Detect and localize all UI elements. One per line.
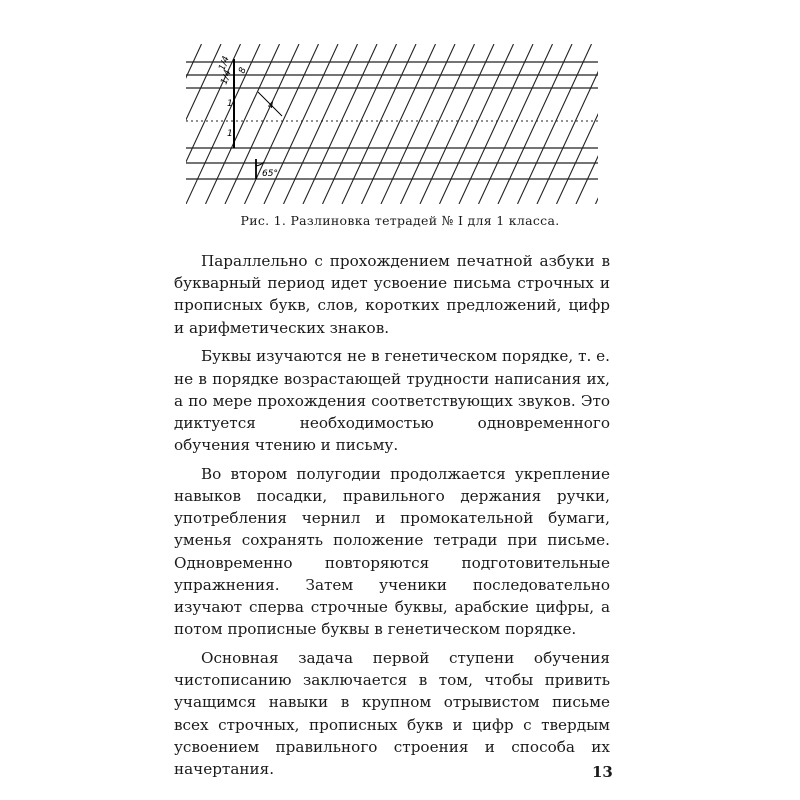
slant-line [459,44,533,204]
label-4: 4 [268,101,274,111]
slant-line [557,44,599,204]
slant-line [576,44,598,204]
slant-line [440,44,514,204]
label-1-lower: 1 [227,129,233,139]
slant-line [381,44,455,204]
slant-line [342,44,416,204]
label-angle: 65° [262,169,278,179]
slant-line [518,44,592,204]
slant-line [225,44,299,204]
slant-line [362,44,436,204]
slant-lines [186,44,598,204]
paragraph: Основная задача первой ступени обучения чистописанию заключается в том, чтобы привить учащимся навыки в крупном отрывистом письме всех строчных, прописных букв и цифр с твердым усвоением правильного строения и способа их начертания. [174,648,610,778]
slant-line [303,44,377,204]
slant-line [323,44,397,204]
slant-line [401,44,475,204]
label-1-4-a: 1/4 [217,54,232,73]
body-text [174,250,610,787]
slant-line [498,44,572,204]
ruling-figure [186,44,598,204]
slant-line [420,44,494,204]
slant-line [479,44,553,204]
label-1-upper: 1 [227,99,233,109]
slant-line [264,44,338,204]
label-8: 8 [237,66,249,76]
paragraph: Параллельно с прохождением печатной азбуки в букварный период идет усвоение письма строчных и прописных букв, слов, коротких предложений, цифр и арифметических знаков. [174,252,610,337]
page-number: 13 [592,763,613,781]
slant-line [284,44,358,204]
figure-caption: Рис. 1. Разлиновка тетрадей № I для 1 класса. [240,213,560,228]
slant-line [245,44,319,204]
label-1-4-b: 1/4 [219,68,234,87]
paragraph: Буквы изучаются не в генетическом порядке, т. е. не в порядке возрастающей трудности написания их, а по мере прохождения соответствующих звуков. Это диктуется необходимостью одновременного обучения чтению и письму. [174,347,610,455]
slant-line [596,44,599,204]
notebook-ruling-diagram [186,44,598,204]
paragraph: Во втором полугодии продолжается укрепление навыков посадки, правильного держания ручки, употребления чернил и промокательной бумаги, уменья сохранять положение тетради при письме. Одновременно повторяются подготовительные упражнения. Затем ученики последовательно изучают сперва строчные буквы, арабские цифры, а потом прописные буквы в генетическом порядке. [174,464,610,639]
slant-line [186,44,202,204]
slant-line [186,44,241,204]
